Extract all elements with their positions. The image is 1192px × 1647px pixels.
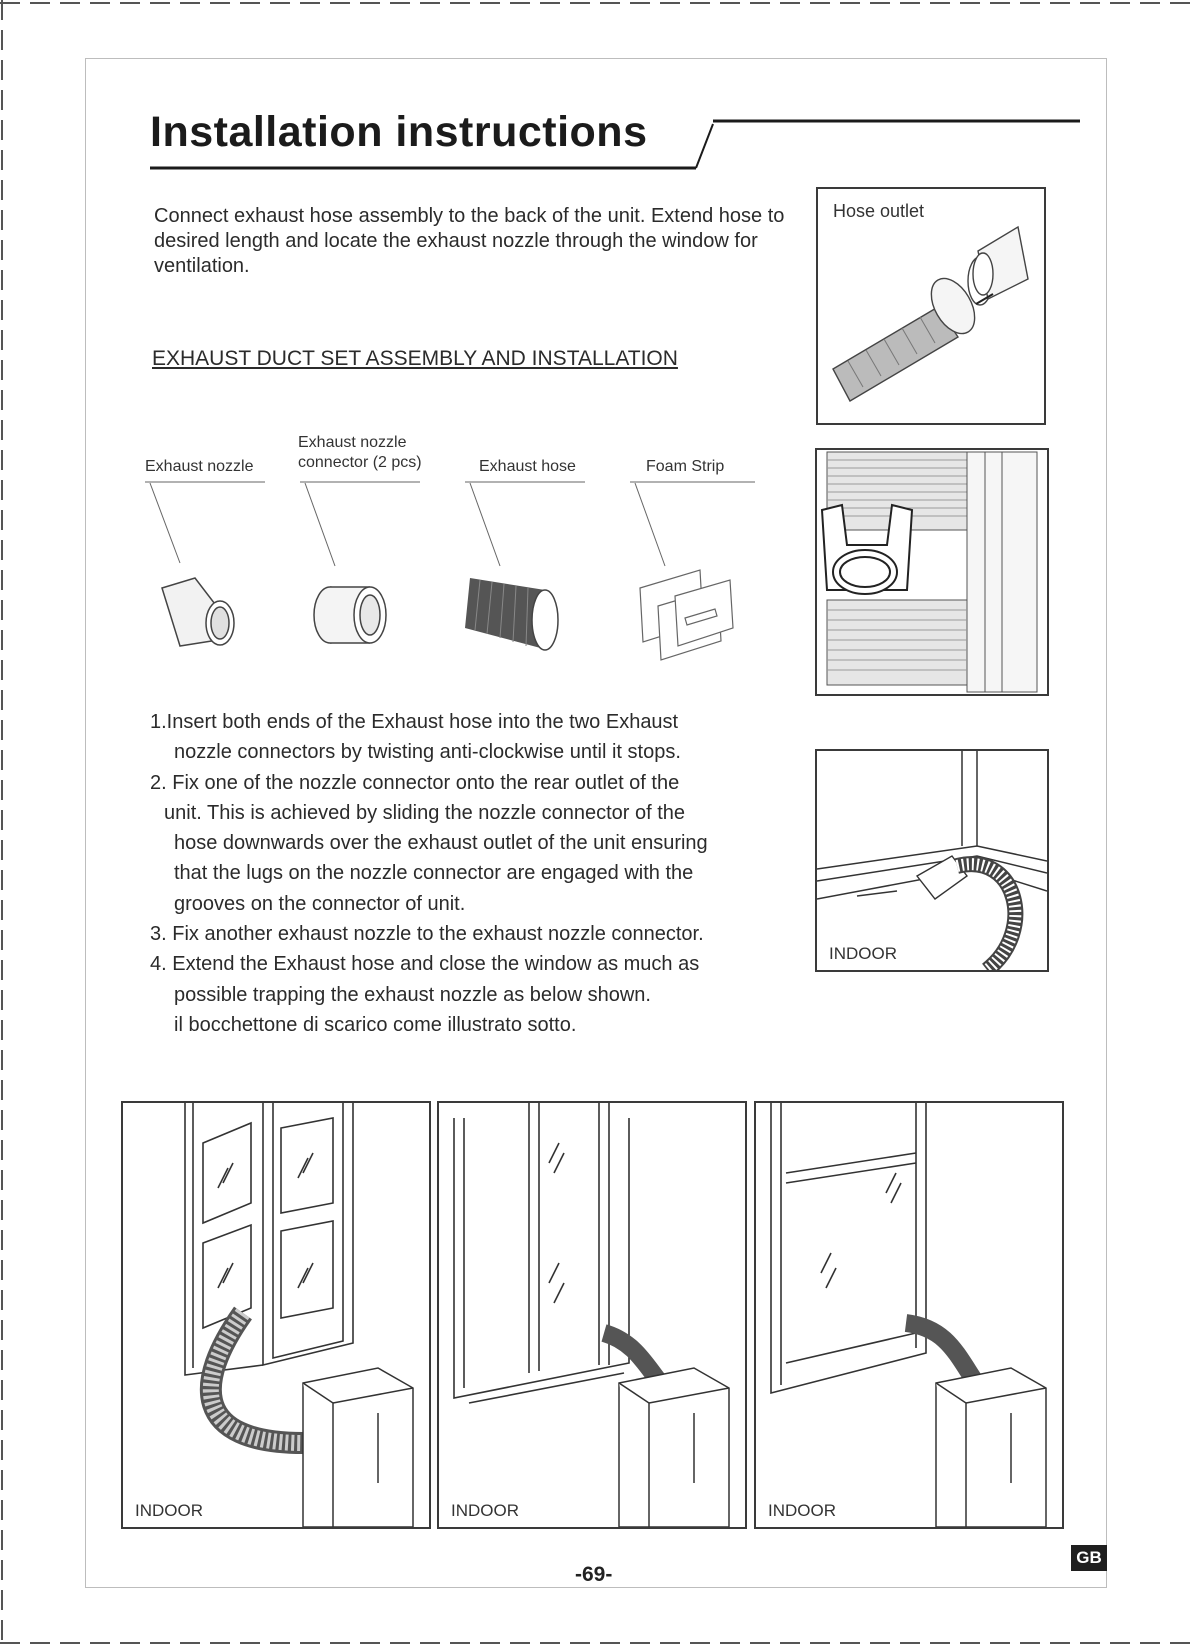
- step-line: nozzle connectors by twisting anti-clockwise until it stops.: [174, 741, 681, 764]
- indoor-label: INDOOR: [768, 1501, 836, 1520]
- casement-window-figure: [121, 1101, 431, 1529]
- language-badge: GB: [1071, 1545, 1107, 1571]
- exhaust-hose-icon: [465, 578, 558, 650]
- steps-list: [150, 707, 708, 1040]
- window-figure: [815, 749, 1049, 972]
- part-label-nozzle-connector: Exhaust nozzle connector (2 pcs): [298, 434, 422, 471]
- part-label-exhaust-nozzle: Exhaust nozzle: [145, 458, 254, 475]
- step-line: 3. Fix another exhaust nozzle to the exhaust nozzle connector.: [150, 923, 704, 946]
- step-line: il bocchettone di scarico come illustrato sotto.: [174, 1013, 577, 1036]
- step-line: unit. This is achieved by sliding the nozzle connector of the: [164, 801, 686, 824]
- exhaust-nozzle-icon: [162, 578, 234, 646]
- step-line: grooves on the connector of unit.: [174, 892, 466, 915]
- intro-paragraph: Connect exhaust hose assembly to the back of the unit. Extend hose to desired length and locate the exhaust nozzle through the window for ventilation.: [154, 205, 785, 277]
- hose-outlet-label: Hose outlet: [833, 201, 925, 221]
- step-line: 4. Extend the Exhaust hose and close the window as much as: [150, 953, 700, 976]
- indoor-label: INDOOR: [135, 1501, 203, 1520]
- step-line: 1.Insert both ends of the Exhaust hose into the two Exhaust: [150, 711, 679, 733]
- page-number: -69-: [575, 1563, 613, 1586]
- part-label-exhaust-hose: Exhaust hose: [479, 458, 576, 475]
- sash-window-figure: [754, 1101, 1064, 1529]
- page-title: Installation instructions: [150, 108, 648, 156]
- hose-outlet-figure: [816, 187, 1046, 425]
- step-line: hose downwards over the exhaust outlet of the unit ensuring: [174, 832, 708, 855]
- nozzle-connector-icon: [314, 587, 386, 643]
- parts-illustration: [140, 478, 780, 668]
- indoor-label: INDOOR: [451, 1501, 519, 1520]
- foam-strip-icon: [640, 570, 733, 660]
- part-label-foam-strip: Foam Strip: [646, 458, 725, 475]
- step-line: possible trapping the exhaust nozzle as below shown.: [174, 983, 651, 1006]
- sliding-window-figure: [437, 1101, 747, 1529]
- indoor-label: INDOOR: [829, 944, 897, 963]
- title-underline: [150, 112, 1080, 174]
- step-line: that the lugs on the nozzle connector are engaged with the: [174, 862, 694, 885]
- section-heading: EXHAUST DUCT SET ASSEMBLY AND INSTALLATION: [152, 347, 678, 370]
- step-line: 2. Fix one of the nozzle connector onto the rear outlet of the: [150, 771, 680, 794]
- unit-rear-figure: [815, 448, 1049, 696]
